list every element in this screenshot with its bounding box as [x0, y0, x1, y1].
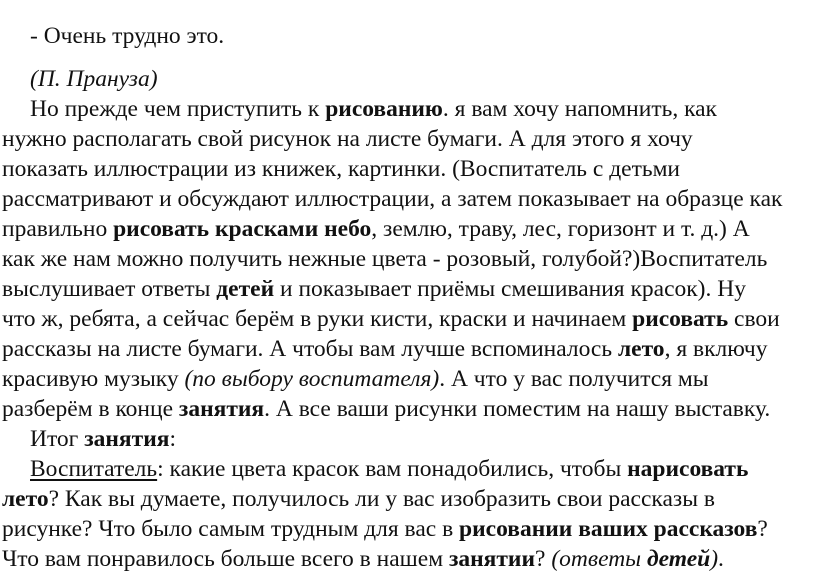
bold-text: рисовать красками небо — [113, 216, 372, 242]
underlined-text: Воспитатель — [30, 456, 158, 482]
text-line — [2, 545, 724, 573]
text-segment: показать иллюстрации из книжек, картинки. (Воспитатель с детьми — [2, 156, 681, 182]
text-segment: рисунке? Что было самым трудным для вас в — [2, 516, 460, 542]
text-line — [2, 365, 709, 393]
italic-text: (по выбору воспитателя) — [184, 366, 440, 392]
text-segment: : — [169, 426, 176, 452]
bold-text: занятии — [448, 546, 536, 572]
text-segment: свои — [728, 306, 780, 332]
italic-text: (ответы — [551, 546, 647, 572]
italic-text: ) — [710, 546, 719, 572]
text-line-paragraph-start — [30, 95, 717, 123]
bold-text: нарисовать — [627, 456, 749, 482]
text-segment: : какие цвета красок вам понадобились, чтобы — [157, 456, 628, 482]
text-segment: что ж, ребята, а сейчас берём в руки кисти, краски и начинаем — [2, 306, 633, 332]
bold-text: детей — [216, 276, 275, 302]
text-segment: Что вам понравилось больше всего в нашем — [2, 546, 449, 572]
text-segment: Итог — [30, 426, 85, 452]
text-segment: , я включу — [664, 336, 768, 362]
text-segment: как же нам можно получить нежные цвета - розовый, голубой?)Воспитатель — [2, 246, 768, 272]
bold-text: рисовать — [632, 306, 729, 332]
bold-text: рисовании ваших рассказов — [459, 516, 758, 542]
text-segment: . я вам хочу напомнить, как — [442, 96, 717, 122]
text-segment: рассматривают и обсуждают иллюстрации, а затем показывает на образце как — [2, 186, 783, 212]
bold-text: лето — [617, 336, 665, 362]
text-segment: . А что у вас получится мы — [439, 366, 709, 392]
text-line — [2, 485, 715, 513]
text-line — [2, 335, 767, 363]
text-segment: ? — [535, 546, 552, 572]
text-segment: красивую музыку — [2, 366, 185, 392]
text-line — [2, 245, 767, 273]
text-line-author — [30, 65, 158, 93]
text-segment: выслушивает ответы — [2, 276, 217, 302]
text-line-summary-heading — [30, 425, 176, 453]
text-segment: - Очень трудно это. — [30, 23, 225, 49]
text-line — [2, 275, 746, 303]
text-line-paragraph-start — [30, 455, 748, 483]
text-segment: . А все ваши рисунки поместим на нашу выставку. — [264, 396, 771, 422]
bold-text: занятия — [178, 396, 265, 422]
text-segment: нужно располагать свой рисунок на листе бумаги. А для этого я хочу — [2, 126, 693, 152]
text-line — [2, 395, 770, 423]
text-segment: . — [718, 546, 724, 572]
text-segment: ? — [757, 516, 768, 542]
italic-text: (П. Прануза) — [30, 66, 158, 92]
text-segment: рассказы на листе бумаги. А чтобы вам лучше вспоминалось — [2, 336, 618, 362]
text-segment: и показывает приёмы смешивания красок). Ну — [274, 276, 746, 302]
text-line — [2, 305, 780, 333]
text-segment: ? Как вы думаете, получилось ли у вас изобразить свои рассказы в — [48, 486, 715, 512]
bold-text: занятия — [84, 426, 170, 452]
bold-text: детей — [646, 546, 711, 572]
bold-text: лето — [2, 486, 49, 512]
text-segment: разберём в конце — [2, 396, 179, 422]
text-line — [2, 125, 693, 153]
text-line — [2, 215, 750, 243]
text-line-dialogue — [30, 22, 224, 50]
text-line — [2, 155, 680, 183]
text-segment: , землю, траву, лес, горизонт и т. д.) А — [371, 216, 750, 242]
text-segment: правильно — [2, 216, 114, 242]
text-segment: Но прежде чем приступить к — [30, 96, 326, 122]
text-line — [2, 185, 782, 213]
text-line — [2, 515, 768, 543]
bold-text: рисованию — [325, 96, 443, 122]
